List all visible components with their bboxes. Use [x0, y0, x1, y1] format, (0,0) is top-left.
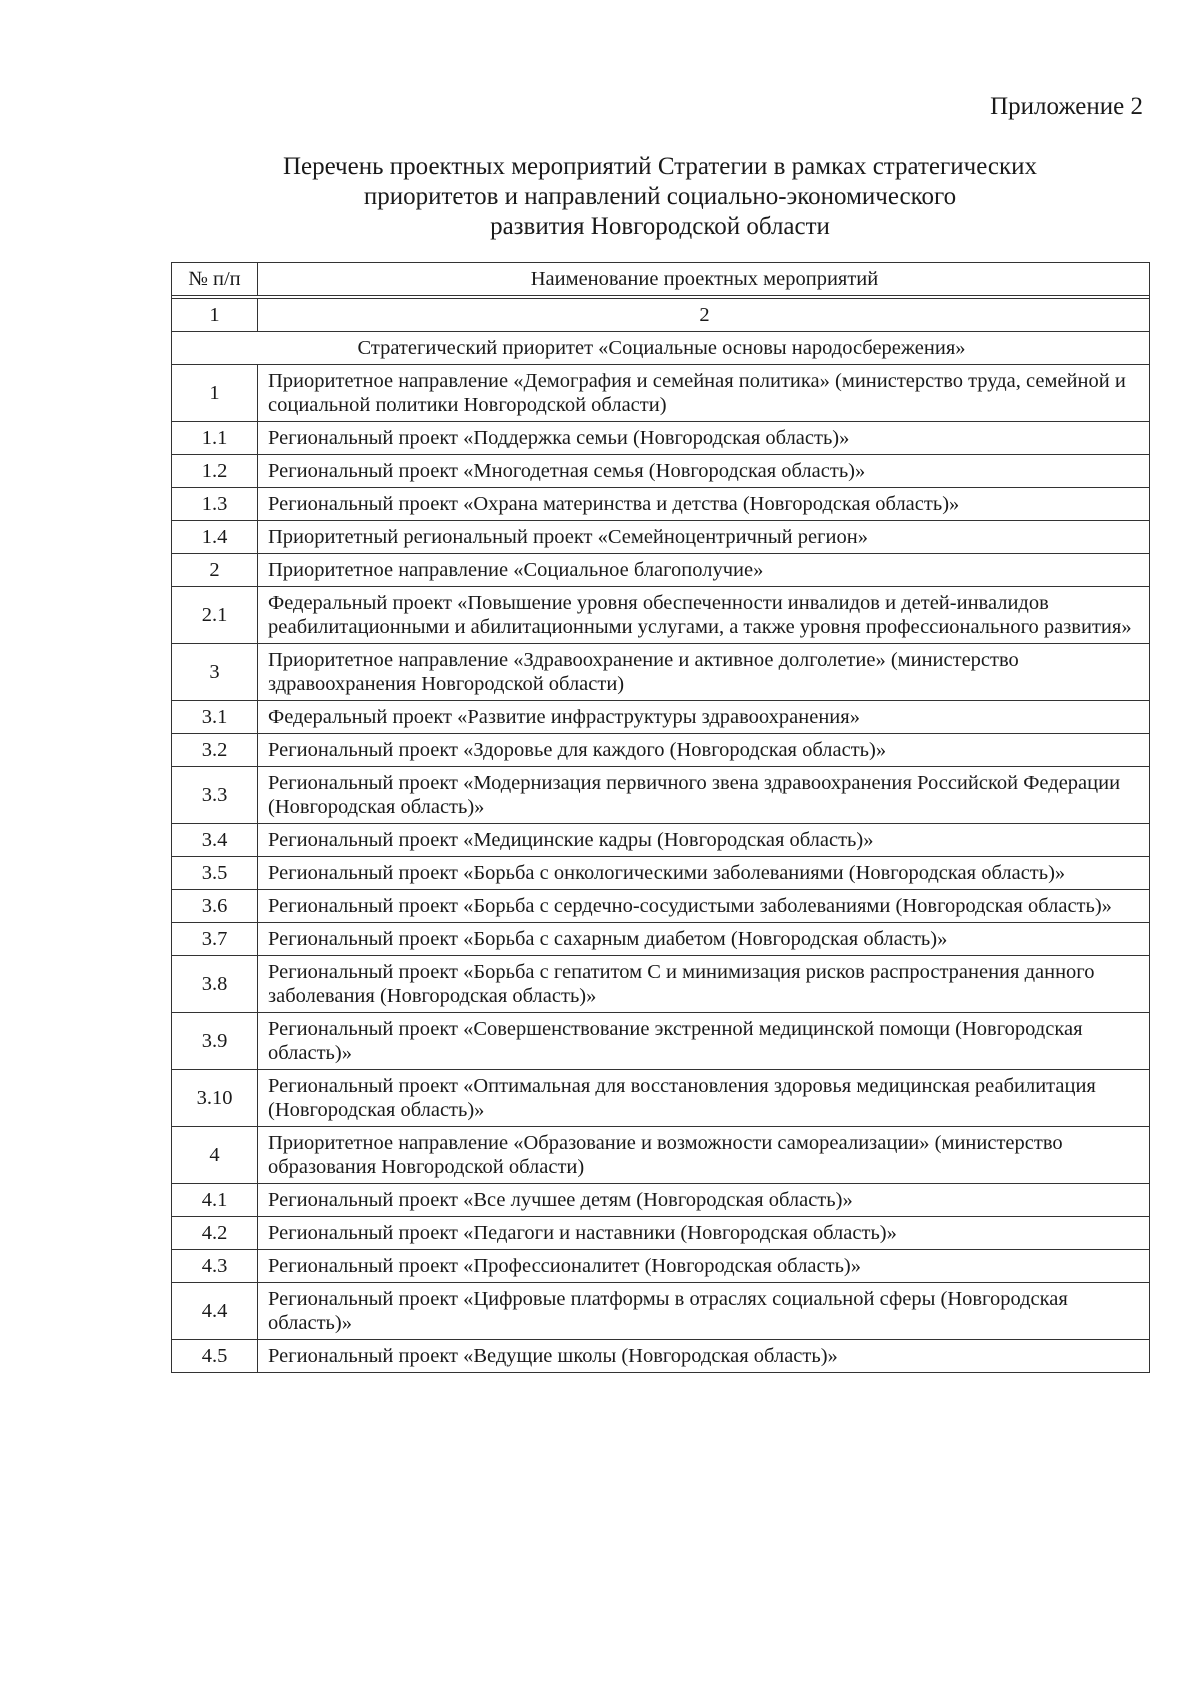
- row-activity-name: Приоритетное направление «Здравоохранение и активное долголетие» (министерство здравоохранения Новгородской области): [258, 644, 1150, 701]
- row-activity-name: Региональный проект «Оптимальная для восстановления здоровья медицинская реабилитация (Новгородская область)»: [258, 1070, 1150, 1127]
- row-activity-name: Федеральный проект «Повышение уровня обеспеченности инвалидов и детей-инвалидов реабилитационными и абилитационными услугами, а также уровня профессионального развития»: [258, 587, 1150, 644]
- row-activity-name: Приоритетное направление «Демография и семейная политика» (министерство труда, семейной и социальной политики Новгородской области): [258, 365, 1150, 422]
- row-activity-name: Региональный проект «Совершенствование экстренной медицинской помощи (Новгородская область)»: [258, 1013, 1150, 1070]
- row-number: 3.3: [172, 767, 258, 824]
- row-number: 3: [172, 644, 258, 701]
- table-row: [172, 824, 1150, 857]
- table-row: [172, 956, 1150, 1013]
- row-number: 2: [172, 554, 258, 587]
- table-row: [172, 857, 1150, 890]
- row-activity-name: Региональный проект «Борьба с гепатитом С и минимизация рисков распространения данного заболевания (Новгородская область)»: [258, 956, 1150, 1013]
- row-number: 3.7: [172, 923, 258, 956]
- row-number: 3.4: [172, 824, 258, 857]
- title-line: развития Новгородской области: [490, 213, 830, 240]
- title-line: Перечень проектных мероприятий Стратегии в рамках стратегических: [282, 153, 1038, 180]
- row-activity-name: Региональный проект «Ведущие школы (Новгородская область)»: [258, 1340, 1150, 1373]
- row-number: 4.2: [172, 1217, 258, 1250]
- table-row: [172, 767, 1150, 824]
- row-number: 3.6: [172, 890, 258, 923]
- row-number: 4.1: [172, 1184, 258, 1217]
- row-number: 1.3: [172, 488, 258, 521]
- row-activity-name: Региональный проект «Медицинские кадры (Новгородская область)»: [258, 824, 1150, 857]
- row-number: 4: [172, 1127, 258, 1184]
- row-number: 3.10: [172, 1070, 258, 1127]
- row-activity-name: Региональный проект «Все лучшее детям (Новгородская область)»: [258, 1184, 1150, 1217]
- row-activity-name: Региональный проект «Многодетная семья (Новгородская область)»: [258, 455, 1150, 488]
- row-number: 3.1: [172, 701, 258, 734]
- row-number: 1: [172, 365, 258, 422]
- column-numbers-row: [172, 299, 1150, 332]
- table-row: [172, 521, 1150, 554]
- table-row: [172, 1283, 1150, 1340]
- row-activity-name: Федеральный проект «Развитие инфраструктуры здравоохранения»: [258, 701, 1150, 734]
- document-title: [170, 152, 1150, 242]
- appendix-label: Приложение 2: [990, 93, 1143, 120]
- col-header-number: № п/п: [172, 263, 258, 296]
- row-activity-name: Приоритетный региональный проект «Семейноцентричный регион»: [258, 521, 1150, 554]
- table-row: [172, 1013, 1150, 1070]
- row-number: 1.2: [172, 455, 258, 488]
- col-number-2: 2: [258, 299, 1150, 332]
- col-number-1: 1: [172, 299, 258, 332]
- row-activity-name: Региональный проект «Педагоги и наставники (Новгородская область)»: [258, 1217, 1150, 1250]
- table-row: [172, 701, 1150, 734]
- table-row: [172, 455, 1150, 488]
- row-activity-name: Региональный проект «Борьба с сердечно-сосудистыми заболеваниями (Новгородская область)»: [258, 890, 1150, 923]
- header-row: [172, 263, 1150, 296]
- row-activity-name: Региональный проект «Здоровье для каждого (Новгородская область)»: [258, 734, 1150, 767]
- row-number: 3.9: [172, 1013, 258, 1070]
- table-row: [172, 1070, 1150, 1127]
- row-activity-name: Региональный проект «Поддержка семьи (Новгородская область)»: [258, 422, 1150, 455]
- row-number: 2.1: [172, 587, 258, 644]
- table-row: [172, 365, 1150, 422]
- section-row: [172, 332, 1150, 365]
- table-row: [172, 422, 1150, 455]
- title-line: приоритетов и направлений социально-экономического: [363, 183, 957, 210]
- col-header-name: Наименование проектных мероприятий: [258, 263, 1150, 296]
- row-activity-name: Региональный проект «Борьба с онкологическими заболеваниями (Новгородская область)»: [258, 857, 1150, 890]
- table-row: [172, 1250, 1150, 1283]
- row-number: 4.3: [172, 1250, 258, 1283]
- row-activity-name: Региональный проект «Профессионалитет (Новгородская область)»: [258, 1250, 1150, 1283]
- row-activity-name: Приоритетное направление «Социальное благополучие»: [258, 554, 1150, 587]
- row-activity-name: Региональный проект «Борьба с сахарным диабетом (Новгородская область)»: [258, 923, 1150, 956]
- strategic-priority-heading: Стратегический приоритет «Социальные основы народосбережения»: [172, 332, 1150, 365]
- table-row: [172, 554, 1150, 587]
- row-activity-name: Региональный проект «Модернизация первичного звена здравоохранения Российской Федерации (Новгородская область)»: [258, 767, 1150, 824]
- table-row: [172, 587, 1150, 644]
- row-number: 3.5: [172, 857, 258, 890]
- row-number: 4.4: [172, 1283, 258, 1340]
- table-row: [172, 644, 1150, 701]
- row-number: 3.2: [172, 734, 258, 767]
- table-row: [172, 488, 1150, 521]
- row-number: 1.1: [172, 422, 258, 455]
- project-activities-table: [171, 262, 1150, 1373]
- table-row: [172, 1217, 1150, 1250]
- table-row: [172, 890, 1150, 923]
- table-row: [172, 1340, 1150, 1373]
- row-activity-name: Региональный проект «Охрана материнства и детства (Новгородская область)»: [258, 488, 1150, 521]
- row-number: 3.8: [172, 956, 258, 1013]
- table-row: [172, 1184, 1150, 1217]
- row-activity-name: Региональный проект «Цифровые платформы в отраслях социальной сферы (Новгородская область)»: [258, 1283, 1150, 1340]
- table-row: [172, 923, 1150, 956]
- row-number: 4.5: [172, 1340, 258, 1373]
- table-row: [172, 1127, 1150, 1184]
- row-activity-name: Приоритетное направление «Образование и возможности самореализации» (министерство образования Новгородской области): [258, 1127, 1150, 1184]
- table-row: [172, 734, 1150, 767]
- row-number: 1.4: [172, 521, 258, 554]
